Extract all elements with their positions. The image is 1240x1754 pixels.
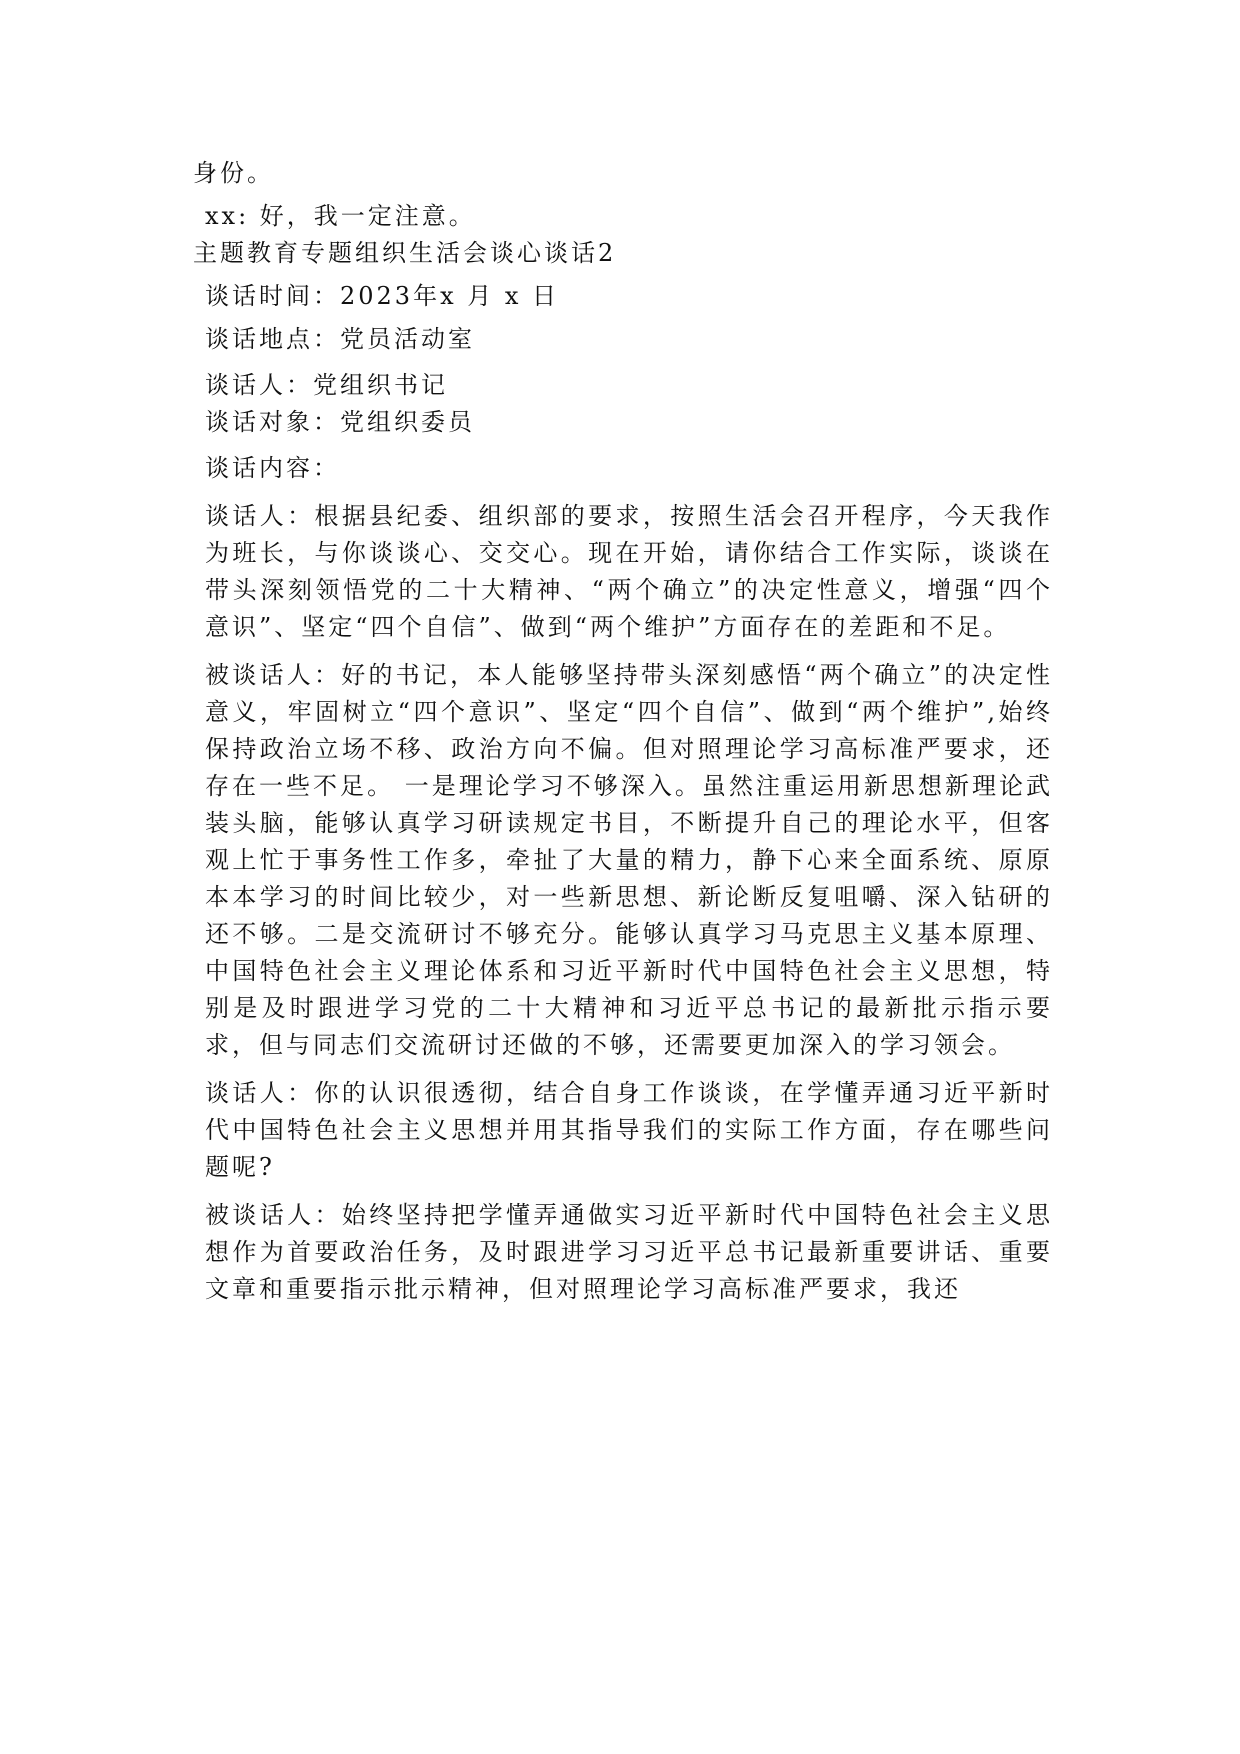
reply-line: xx: 好，我一定注意。 [205, 202, 476, 230]
paragraph-2: 被谈话人：好的书记，本人能够坚持带头深刻感悟“两个确立”的决定性意义，牢固树立“四个意识”、坚定“四个自信”、做到“两个维护”,始终保持政治立场不移、政治方向不偏。但对照理论学习高标准严要求，还存在一些不足。 一是理论学习不够深入。虽然注重运用新思想新理论武装头脑，能够认真学习研读规定书目，不断提升自己的理论水平，但客观上忙于事务性工作多，牵扯了大量的精力，静下心来全面系统、原原本本学习的时间比较少，对一些新思想、新论断反复咀嚼、深入钻研的还不够。二是交流研讨不够充分。能够认真学习马克思主义基本原理、中国特色社会主义理论体系和习近平新时代中国特色社会主义思想，特别是及时跟进学习党的二十大精神和习近平总书记的最新批示指示要求，但与同志们交流研讨还做的不够，还需要更加深入的学习领会。 [205, 661, 1053, 1059]
talk-speaker: 谈话人：党组织书记 [205, 371, 448, 399]
paragraph-3: 谈话人：你的认识很透彻，结合自身工作谈谈，在学懂弄通习近平新时代中国特色社会主义思想并用其指导我们的实际工作方面，存在哪些问题呢? [205, 1079, 1053, 1181]
paragraph-1: 谈话人：根据县纪委、组织部的要求，按照生活会召开程序，今天我作为班长，与你谈谈心、交交心。现在开始，请你结合工作实际，谈谈在带头深刻领悟党的二十大精神、“两个确立”的决定性意义，增强“四个意识”、坚定“四个自信”、做到“两个维护”方面存在的差距和不足。 [205, 502, 1053, 641]
paragraph-4: 被谈话人：始终坚持把学懂弄通做实习近平新时代中国特色社会主义思想作为首要政治任务，及时跟进学习习近平总书记最新重要讲话、重要文章和重要指示批示精神，但对照理论学习高标准严要求，我还 [205, 1201, 1053, 1303]
continued-line: 身份。 [193, 159, 274, 187]
talk-target: 谈话对象：党组织委员 [205, 408, 475, 436]
talk-time: 谈话时间：2023年x 月 x 日 [205, 282, 560, 310]
talk-content-label: 谈话内容： [205, 454, 340, 482]
talk-place: 谈话地点：党员活动室 [205, 325, 475, 353]
document-content [193, 155, 1053, 1308]
section-title: 主题教育专题组织生活会谈心谈话2 [193, 239, 617, 267]
